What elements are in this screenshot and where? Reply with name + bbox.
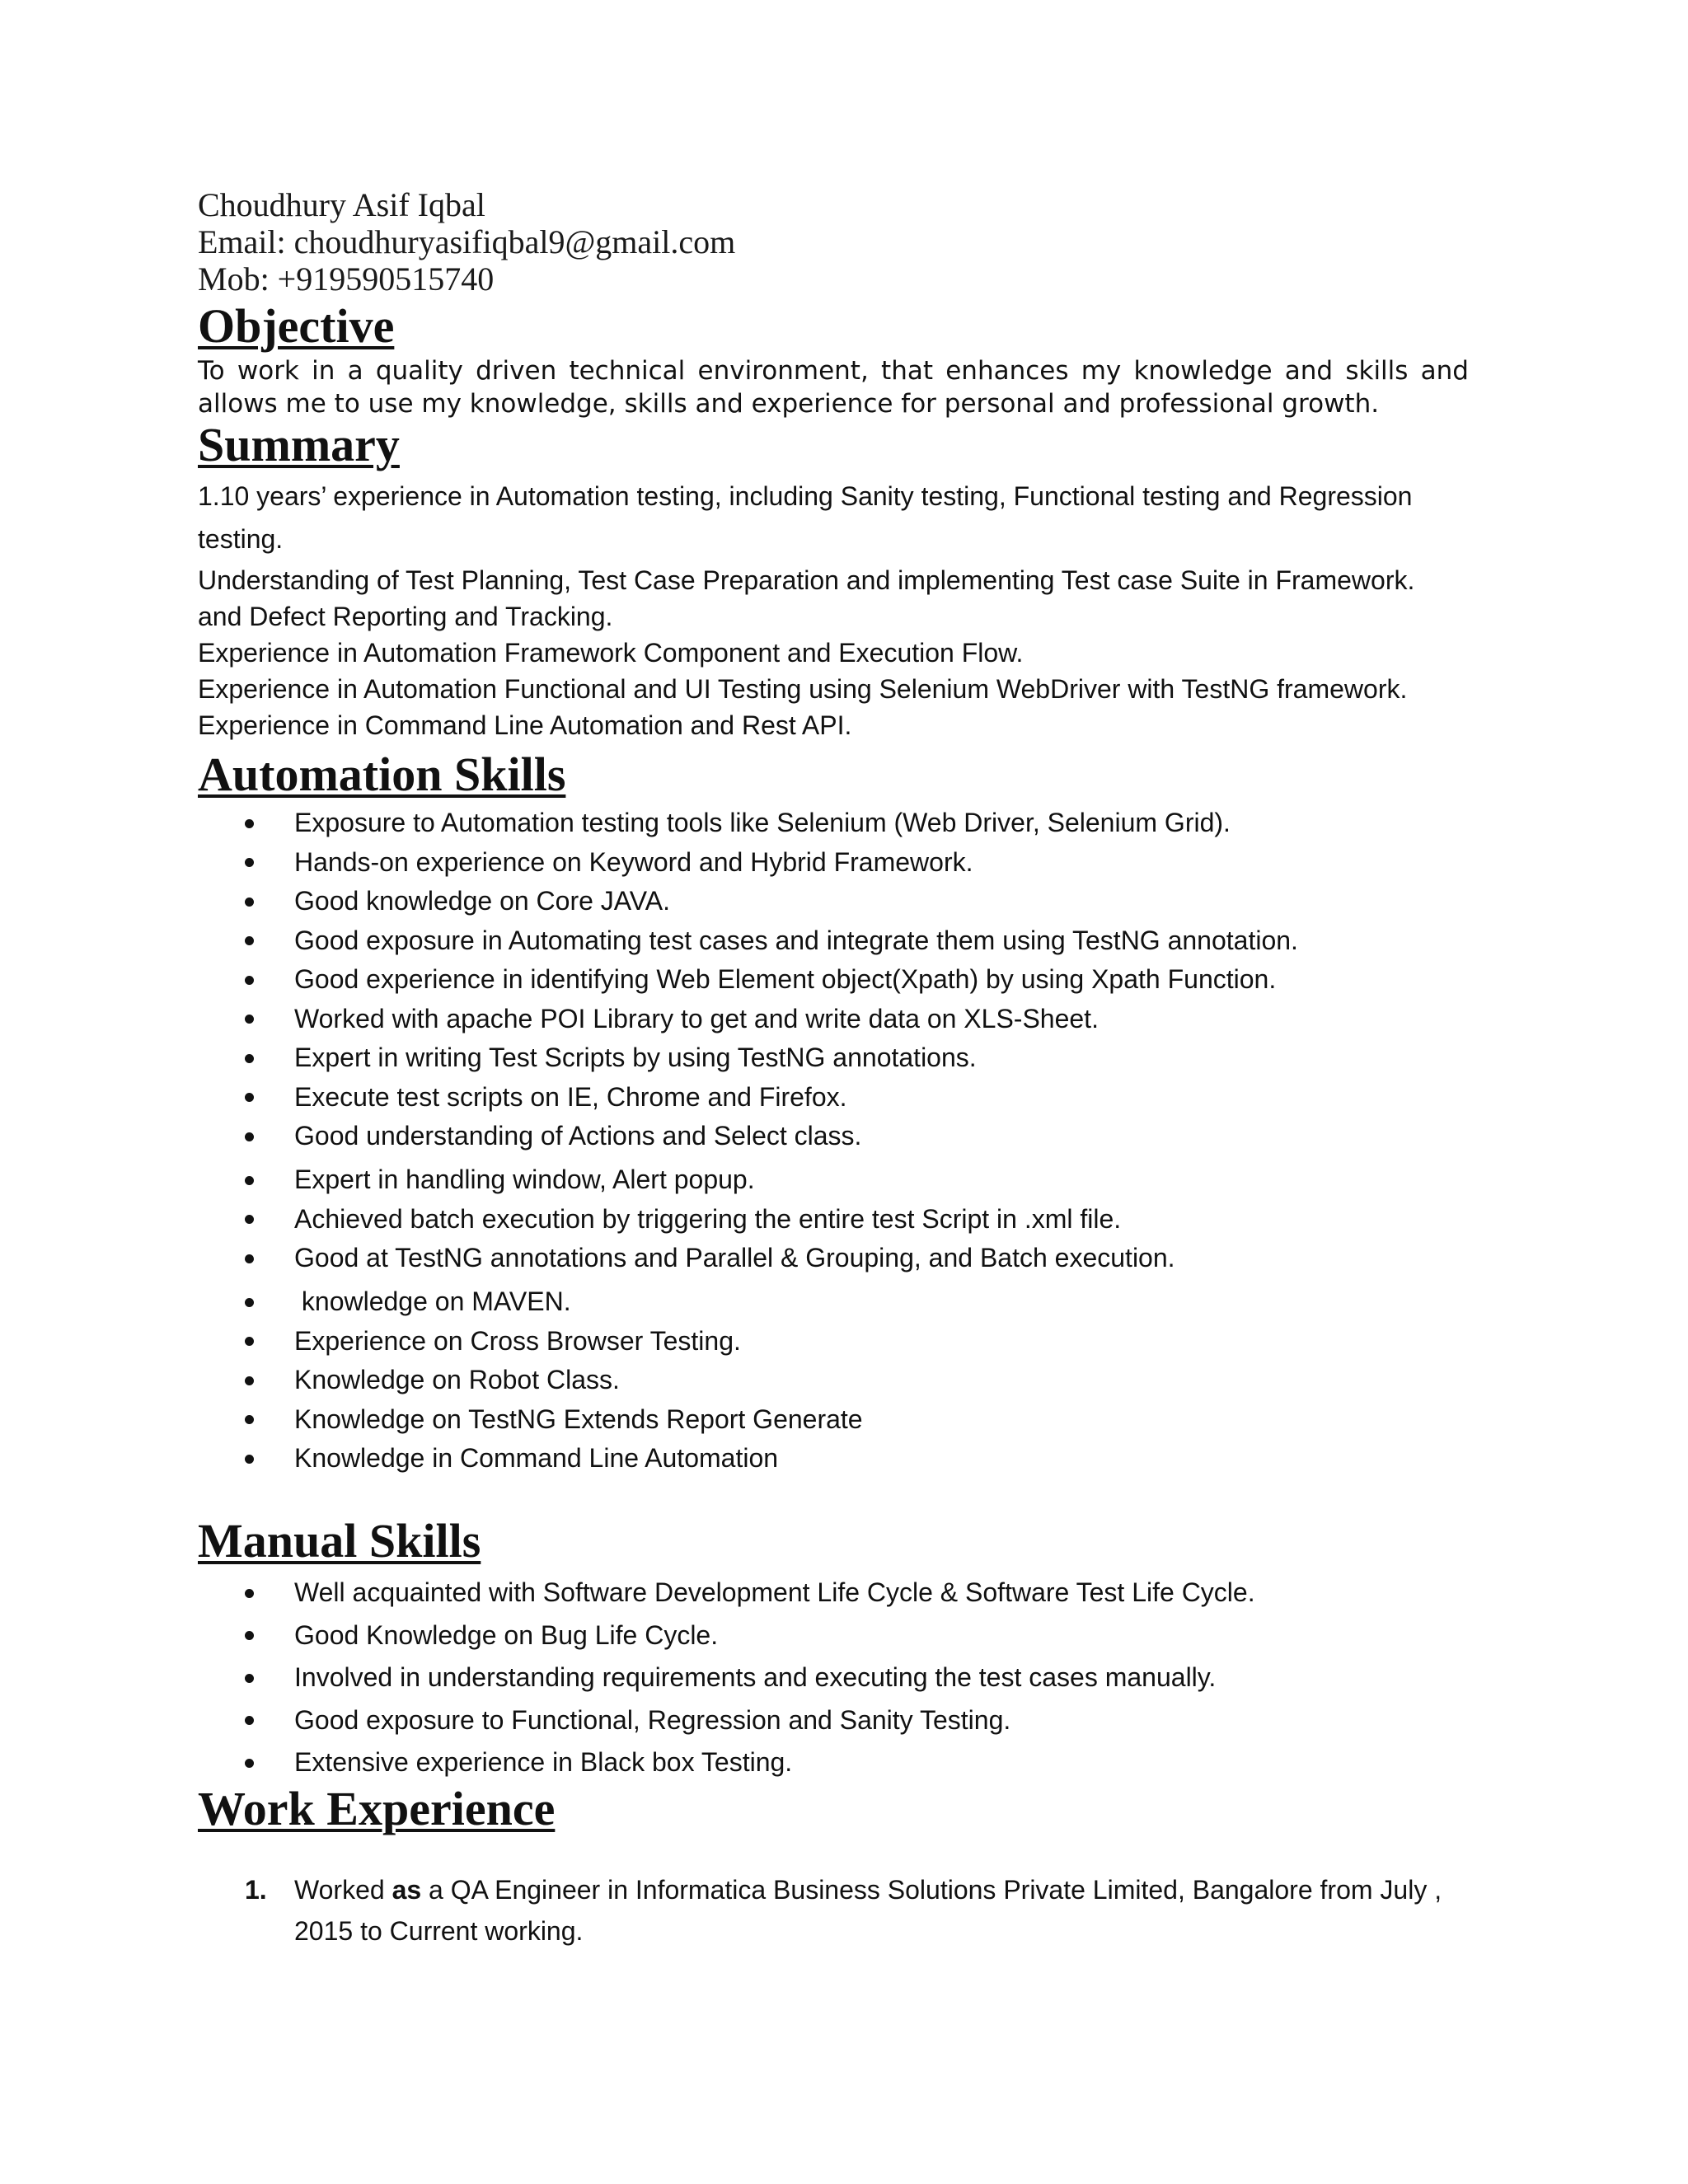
objective-heading: Objective bbox=[198, 299, 395, 353]
bullet-icon bbox=[245, 1015, 254, 1024]
list-item: Good understanding of Actions and Select class. bbox=[198, 1117, 1484, 1160]
list-item: Knowledge in Command Line Automation bbox=[198, 1439, 1484, 1479]
bullet-icon bbox=[245, 1093, 254, 1102]
summary-line: Experience in Automation Functional and UI Testing using Selenium WebDriver with TestNG framework. bbox=[198, 674, 1408, 704]
list-item: Good experience in identifying Web Element object(Xpath) by using Xpath Function. bbox=[198, 960, 1484, 1000]
summary-line: Understanding of Test Planning, Test Case Preparation and implementing Test case Suite in Framework. bbox=[198, 565, 1415, 595]
list-item: Knowledge on Robot Class. bbox=[198, 1361, 1484, 1400]
summary-line: testing. bbox=[198, 524, 284, 554]
mobile-line: Mob: +919590515740 bbox=[198, 260, 495, 298]
bullet-icon bbox=[245, 1759, 254, 1768]
bullet-icon bbox=[245, 1132, 254, 1141]
item-number: 1. bbox=[245, 1875, 267, 1905]
objective-text: To work in a quality driven technical environment, that enhances my knowledge and skills and allows me to use my knowledge, skills and experience for personal and professional growth. bbox=[198, 356, 1469, 419]
summary-line: 1.10 years’ experience in Automation testing, including Sanity testing, Functional testing and Regression bbox=[198, 481, 1413, 511]
bullet-icon bbox=[245, 1254, 254, 1263]
candidate-name: Choudhury Asif Iqbal bbox=[198, 186, 485, 223]
list-item: Good exposure to Functional, Regression and Sanity Testing. bbox=[198, 1699, 1484, 1742]
list-item: Involved in understanding requirements and executing the test cases manually. bbox=[198, 1657, 1484, 1699]
list-item: Expert in writing Test Scripts by using TestNG annotations. bbox=[198, 1038, 1484, 1078]
bullet-icon bbox=[245, 1674, 254, 1683]
summary-block bbox=[198, 478, 1484, 743]
bullet-icon bbox=[245, 1298, 254, 1307]
list-item: Good Knowledge on Bug Life Cycle. bbox=[198, 1615, 1484, 1657]
manual-skills-heading: Manual Skills bbox=[198, 1514, 481, 1568]
manual-skills-list bbox=[198, 1572, 1484, 1784]
bullet-icon bbox=[245, 1415, 254, 1424]
list-item: Good knowledge on Core JAVA. bbox=[198, 882, 1484, 921]
bullet-icon bbox=[245, 1176, 254, 1185]
summary-line: and Defect Reporting and Tracking. bbox=[198, 602, 613, 631]
bullet-icon bbox=[245, 858, 254, 867]
bullet-icon bbox=[245, 1631, 254, 1640]
list-item: Execute test scripts on IE, Chrome and Firefox. bbox=[198, 1078, 1484, 1118]
list-item: Knowledge on TestNG Extends Report Generate bbox=[198, 1400, 1484, 1440]
list-item: Experience on Cross Browser Testing. bbox=[198, 1322, 1484, 1361]
bullet-icon bbox=[245, 1376, 254, 1385]
contact-block bbox=[198, 186, 735, 298]
work-experience-text: Worked as a QA Engineer in Informatica Business Solutions Private Limited, Bangalore from July , 2015 to Current working. bbox=[294, 1875, 1442, 1946]
automation-skills-list bbox=[198, 804, 1484, 1479]
email-line: Email: choudhuryasifiqbal9@gmail.com bbox=[198, 223, 736, 260]
automation-skills-heading: Automation Skills bbox=[198, 748, 566, 801]
list-item: Achieved batch execution by triggering the entire test Script in .xml file. bbox=[198, 1200, 1484, 1240]
list-item: Well acquainted with Software Development Life Cycle & Software Test Life Cycle. bbox=[198, 1572, 1484, 1615]
bullet-icon bbox=[245, 976, 254, 985]
bullet-icon bbox=[245, 1455, 254, 1464]
list-item: Worked with apache POI Library to get and write data on XLS-Sheet. bbox=[198, 1000, 1484, 1039]
list-item: Good exposure in Automating test cases and integrate them using TestNG annotation. bbox=[198, 921, 1484, 961]
summary-heading: Summary bbox=[198, 418, 400, 471]
bullet-icon bbox=[245, 1716, 254, 1725]
summary-line: Experience in Command Line Automation and Rest API. bbox=[198, 710, 852, 740]
bullet-icon bbox=[245, 898, 254, 907]
list-item: Expert in handling window, Alert popup. bbox=[198, 1160, 1484, 1200]
bullet-icon bbox=[245, 1589, 254, 1598]
list-item: Extensive experience in Black box Testing. bbox=[198, 1741, 1484, 1784]
list-item: Exposure to Automation testing tools like Selenium (Web Driver, Selenium Grid). bbox=[198, 804, 1484, 843]
bullet-icon bbox=[245, 936, 254, 945]
list-item: Hands-on experience on Keyword and Hybrid Framework. bbox=[198, 843, 1484, 883]
bullet-icon bbox=[245, 819, 254, 828]
bullet-icon bbox=[245, 1215, 254, 1224]
work-experience-heading: Work Experience bbox=[198, 1782, 556, 1835]
bullet-icon bbox=[245, 1337, 254, 1346]
list-item: knowledge on MAVEN. bbox=[198, 1282, 1484, 1322]
bullet-icon bbox=[245, 1054, 254, 1063]
list-item: Good at TestNG annotations and Parallel & Grouping, and Batch execution. bbox=[198, 1239, 1484, 1282]
summary-line: Experience in Automation Framework Component and Execution Flow. bbox=[198, 638, 1024, 668]
